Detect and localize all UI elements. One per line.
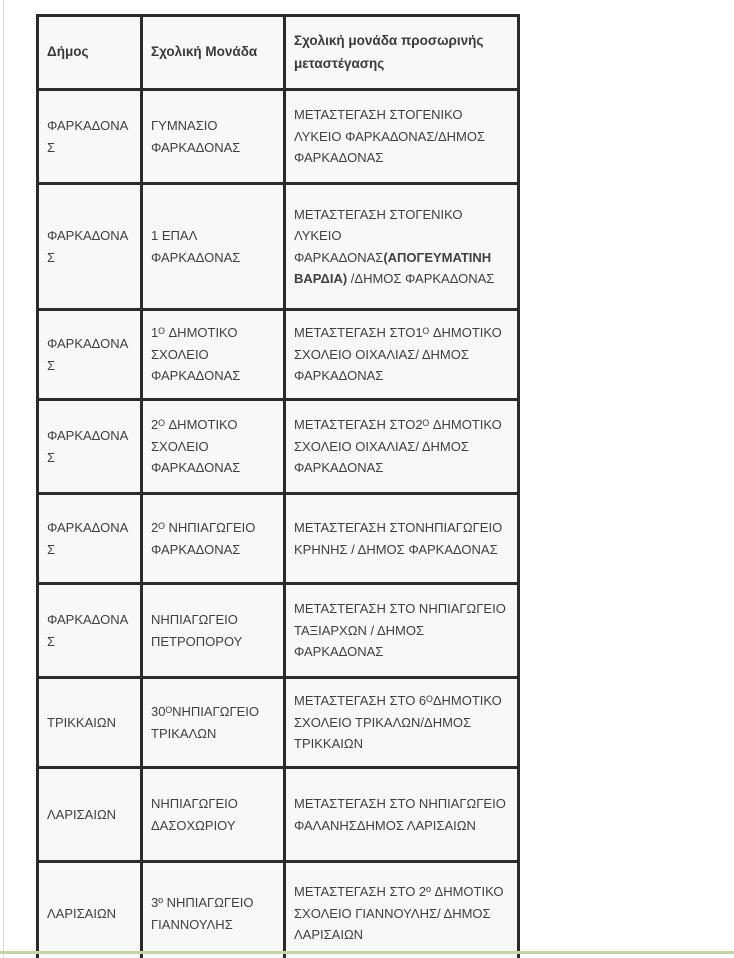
table-row xyxy=(38,584,519,678)
table-row xyxy=(38,494,519,584)
table-header-row xyxy=(38,16,519,90)
relocation-text-post: /ΔΗΜΟΣ ΦΑΡΚΑΔΟΝΑΣ xyxy=(347,270,495,286)
relocation-cell xyxy=(285,584,519,678)
municipality-cell: ΦΑΡΚΑΔΟΝΑΣ xyxy=(38,184,142,310)
relocation-text: ΜΕΤΑΣΤΕΓΑΣΗ ΣΤΟ 6ᴼΔΗΜΟΤΙΚΟ ΣΧΟΛΕΙΟ ΤΡΙΚΑΛΩΝ/ΔΗΜΟΣ ΤΡΙΚΚΑΙΩΝ xyxy=(294,693,502,752)
relocation-cell xyxy=(285,768,519,862)
municipality-cell: ΦΑΡΚΑΔΟΝΑΣ xyxy=(38,400,142,494)
relocation-text-bold: (ΑΠΟΓΕΥΜΑΤΙΝΗ ΒΑΡΔΙΑ) xyxy=(294,249,492,286)
school-cell: 2ᴼ ΔΗΜΟΤΙΚΟ ΣΧΟΛΕΙΟ ΦΑΡΚΑΔΟΝΑΣ xyxy=(142,400,285,494)
relocation-cell xyxy=(285,400,519,494)
municipality-cell: ΦΑΡΚΑΔΟΝΑΣ xyxy=(38,310,142,400)
table-row xyxy=(38,678,519,768)
municipality-cell: ΦΑΡΚΑΔΟΝΑΣ xyxy=(38,584,142,678)
relocation-text: ΜΕΤΑΣΤΕΓΑΣΗ ΣΤΟ2ᴼ ΔΗΜΟΤΙΚΟ ΣΧΟΛΕΙΟ ΟΙΧΑΛΙΑΣ/ ΔΗΜΟΣ ΦΑΡΚΑΔΟΝΑΣ xyxy=(294,417,502,476)
municipality-cell: ΤΡΙΚΚΑΙΩΝ xyxy=(38,678,142,768)
municipality-cell: ΛΑΡΙΣΑΙΩΝ xyxy=(38,862,142,958)
relocation-cell xyxy=(285,494,519,584)
relocation-text: ΜΕΤΑΣΤΕΓΑΣΗ ΣΤΟΓΕΝΙΚΟ ΛΥΚΕΙΟ ΦΑΡΚΑΔΟΝΑΣ xyxy=(294,206,463,265)
table-row xyxy=(38,184,519,310)
header-relocation: Σχολική μονάδα προσωρινής μεταστέγασης xyxy=(285,16,519,90)
municipality-cell: ΦΑΡΚΑΔΟΝΑΣ xyxy=(38,494,142,584)
table-row xyxy=(38,310,519,400)
green-divider-line xyxy=(0,951,734,954)
relocation-text: ΜΕΤΑΣΤΕΓΑΣΗ ΣΤΟ 2º ΔΗΜΟΤΙΚΟ ΣΧΟΛΕΙΟ ΓΙΑΝΝΟΥΛΗΣ/ ΔΗΜΟΣ ΛΑΡΙΣΑΙΩΝ xyxy=(294,884,504,943)
school-cell: 30ᴼΝΗΠΙΑΓΩΓΕΙΟ ΤΡΙΚΑΛΩΝ xyxy=(142,678,285,768)
relocation-text: ΜΕΤΑΣΤΕΓΑΣΗ ΣΤΟ ΝΗΠΙΑΓΩΓΕΙΟ ΦΑΛΑΝΗΣΔΗΜΟΣ ΛΑΡΙΣΑΙΩΝ xyxy=(294,796,506,833)
relocation-cell xyxy=(285,310,519,400)
school-cell: ΓΥΜΝΑΣΙΟ ΦΑΡΚΑΔΟΝΑΣ xyxy=(142,90,285,184)
school-relocation-table xyxy=(36,14,520,958)
school-cell: ΝΗΠΙΑΓΩΓΕΙΟ ΠΕΤΡΟΠΟΡΟΥ xyxy=(142,584,285,678)
relocation-cell xyxy=(285,862,519,958)
school-cell: ΝΗΠΙΑΓΩΓΕΙΟ ΔΑΣΟΧΩΡΙΟΥ xyxy=(142,768,285,862)
relocation-cell xyxy=(285,90,519,184)
municipality-cell: ΛΑΡΙΣΑΙΩΝ xyxy=(38,768,142,862)
relocation-text: ΜΕΤΑΣΤΕΓΑΣΗ ΣΤΟ ΝΗΠΙΑΓΩΓΕΙΟ ΤΑΞΙΑΡΧΩΝ / ΔΗΜΟΣ ΦΑΡΚΑΔΟΝΑΣ xyxy=(294,601,506,660)
relocation-cell xyxy=(285,184,519,310)
page-left-border xyxy=(3,0,4,958)
school-cell: 3º ΝΗΠΙΑΓΩΓΕΙΟ ΓΙΑΝΝΟΥΛΗΣ xyxy=(142,862,285,958)
relocation-text: ΜΕΤΑΣΤΕΓΑΣΗ ΣΤΟΝΗΠΙΑΓΩΓΕΙΟ ΚΡΗΝΗΣ / ΔΗΜΟΣ ΦΑΡΚΑΔΟΝΑΣ xyxy=(294,520,503,557)
header-school: Σχολική Μονάδα xyxy=(142,16,285,90)
relocation-cell xyxy=(285,678,519,768)
school-cell: 2ᴼ ΝΗΠΙΑΓΩΓΕΙΟ ΦΑΡΚΑΔΟΝΑΣ xyxy=(142,494,285,584)
school-cell: 1 ΕΠΑΛ ΦΑΡΚΑΔΟΝΑΣ xyxy=(142,184,285,310)
municipality-cell: ΦΑΡΚΑΔΟΝΑΣ xyxy=(38,90,142,184)
school-cell: 1ᴼ ΔΗΜΟΤΙΚΟ ΣΧΟΛΕΙΟ ΦΑΡΚΑΔΟΝΑΣ xyxy=(142,310,285,400)
table-row xyxy=(38,862,519,958)
table-row xyxy=(38,400,519,494)
table-row xyxy=(38,90,519,184)
header-municipality: Δήμος xyxy=(38,16,142,90)
relocation-text: ΜΕΤΑΣΤΕΓΑΣΗ ΣΤΟ1ᴼ ΔΗΜΟΤΙΚΟ ΣΧΟΛΕΙΟ ΟΙΧΑΛΙΑΣ/ ΔΗΜΟΣ ΦΑΡΚΑΔΟΝΑΣ xyxy=(294,325,502,384)
table-row xyxy=(38,768,519,862)
relocation-text: ΜΕΤΑΣΤΕΓΑΣΗ ΣΤΟΓΕΝΙΚΟ ΛΥΚΕΙΟ ΦΑΡΚΑΔΟΝΑΣ/ΔΗΜΟΣ ΦΑΡΚΑΔΟΝΑΣ xyxy=(294,107,486,166)
